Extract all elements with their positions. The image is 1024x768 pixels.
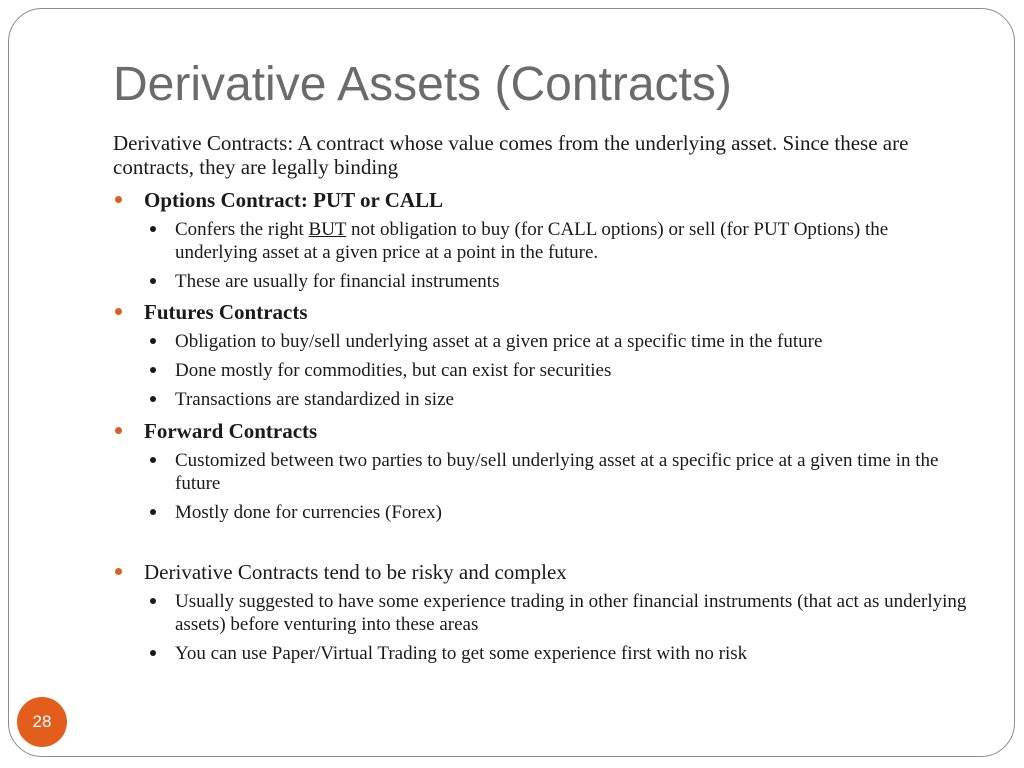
sub-bullet-text-part: Confers the right <box>175 219 309 240</box>
intro-paragraph: Derivative Contracts: A contract whose value comes from the underlying asset. Since these are contracts, they are legally binding <box>113 131 909 179</box>
sub-bullet-text: These are usually for financial instruments <box>175 271 500 292</box>
sub-bullet-text: Mostly done for currencies (Forex) <box>175 502 442 523</box>
sub-bullet-dot-icon <box>150 396 156 402</box>
sub-bullet-text: Done mostly for commodities, but can exist for securities <box>175 360 612 381</box>
bullet-dot-icon <box>115 308 122 315</box>
sub-bullet-experience <box>113 590 973 636</box>
bullet-text: Forward Contracts <box>144 419 318 443</box>
sub-bullet-customized <box>113 449 973 495</box>
sub-bullet-dot-icon <box>150 278 156 284</box>
bullet-forward-contracts <box>113 419 973 443</box>
bullet-dot-icon <box>115 427 122 434</box>
sub-bullet-text: Obligation to buy/sell underlying asset at a given price at a specific time in the future <box>175 331 823 352</box>
slide-body <box>113 131 973 665</box>
bullet-risky-complex <box>113 560 973 584</box>
sub-bullet-dot-icon <box>150 338 156 344</box>
sub-bullet-dot-icon <box>150 457 156 463</box>
sub-bullet-confers-right <box>113 218 973 264</box>
sub-bullet-text: Usually suggested to have some experience trading in other financial instruments (that act as underlying assets) before venturing into these areas <box>175 591 967 635</box>
bullet-dot-icon <box>115 568 122 575</box>
sub-bullet-text-part: not obligation to buy (for CALL options) or sell (for PUT Options) the underlying asset at a given price at a point in the future. <box>175 219 889 263</box>
sub-bullet-dot-icon <box>150 598 156 604</box>
sub-bullet-commodities <box>113 359 973 382</box>
sub-bullet-dot-icon <box>150 650 156 656</box>
sub-bullet-paper-trading <box>113 642 973 665</box>
bullet-dot-icon <box>115 196 122 203</box>
bullet-text: Derivative Contracts tend to be risky and complex <box>144 560 567 584</box>
sub-bullet-text: You can use Paper/Virtual Trading to get some experience first with no risk <box>175 643 748 664</box>
sub-bullet-text: Transactions are standardized in size <box>175 389 454 410</box>
sub-bullet-text: Customized between two parties to buy/sell underlying asset at a specific price at a given time in the future <box>175 450 939 494</box>
sub-bullet-currencies <box>113 501 973 524</box>
bullet-text: Options Contract: PUT or CALL <box>144 188 444 212</box>
sub-bullet-dot-icon <box>150 509 156 515</box>
sub-bullet-dot-icon <box>150 226 156 232</box>
sub-bullet-financial-instruments <box>113 270 973 293</box>
slide-title: Derivative Assets (Contracts) <box>113 58 732 111</box>
underlined-word: BUT <box>308 219 347 240</box>
bullet-options-contract <box>113 188 973 212</box>
sub-bullet-dot-icon <box>150 367 156 373</box>
bullet-text: Futures Contracts <box>144 300 308 324</box>
sub-bullet-obligation <box>113 330 973 353</box>
page-number-badge: 28 <box>17 697 67 747</box>
sub-bullet-standardized <box>113 388 973 411</box>
bullet-futures-contracts <box>113 300 973 324</box>
